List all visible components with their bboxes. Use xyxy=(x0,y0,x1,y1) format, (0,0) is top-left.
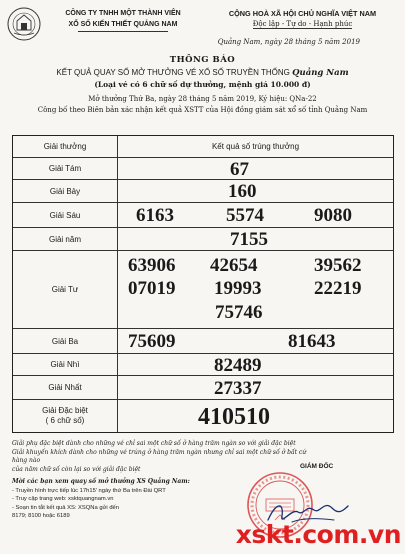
note-line: của năm chữ số còn lại so với giải đặc biệt xyxy=(12,465,141,473)
results-table xyxy=(12,135,394,433)
note-line: Giải phụ đặc biệt dành cho những vé chỉ sai một chữ số ở hàng trăm ngàn so với giải đặc biệt xyxy=(12,440,296,447)
company-logo xyxy=(6,6,42,42)
info-lead: Mời các bạn xem quay số mở thưởng XS Quảng Nam: xyxy=(12,478,190,485)
special-number: 410510 xyxy=(198,404,270,430)
info-item: - Soạn tin tắt kết quả XS: XSQNa gửi đến xyxy=(12,504,119,511)
company-line-2: XỔ SỐ KIẾN THIẾT QUẢNG NAM xyxy=(68,21,178,28)
prize-label: Giải Bảy xyxy=(13,180,118,202)
info-item: 8179; 8100 hoặc 6189 xyxy=(12,513,70,519)
prize-notes xyxy=(12,440,312,474)
divider xyxy=(78,31,168,32)
company-name xyxy=(48,8,198,32)
special-sublabel: ( 6 chữ số) xyxy=(45,416,85,425)
winning-number: 22219 xyxy=(314,278,362,299)
note-line: Giải khuyến khích dành cho những vé trúng ở hàng trăm ngàn nhưng chỉ sai một chữ số ở bất cứ hàng nào xyxy=(12,448,307,464)
winning-number: 07019 xyxy=(128,278,176,299)
prize-row-5 xyxy=(13,227,393,250)
prize-row-2 xyxy=(13,353,393,375)
winning-number: 19993 xyxy=(214,278,262,299)
prize-label: Giải Ba xyxy=(13,329,118,353)
prize-label: Giải năm xyxy=(13,228,118,250)
header-prize: Giải thưởng xyxy=(13,136,118,157)
winning-number: 82489 xyxy=(214,355,262,376)
winning-number: 7155 xyxy=(230,229,268,250)
prize-row-special xyxy=(13,399,393,432)
nation-line-1: CỘNG HOÀ XÃ HỘI CHỦ NGHĨA VIỆT NAM xyxy=(228,9,377,18)
header-result: Kết quả số trúng thưởng xyxy=(211,142,300,151)
prize-row-4 xyxy=(13,250,393,328)
prize-row-3 xyxy=(13,328,393,353)
director-title: GIÁM ĐỐC xyxy=(300,463,334,470)
prize-row-8 xyxy=(13,157,393,179)
winning-number: 81643 xyxy=(288,331,336,352)
info-item: - Truyền hình trực tiếp lúc 17h15' ngày thứ Ba trên Đài QRT xyxy=(12,487,166,494)
winning-number: 63906 xyxy=(128,255,176,276)
special-label: Giải Đặc biệt xyxy=(42,406,88,415)
prize-row-6 xyxy=(13,202,393,227)
notice-heading xyxy=(0,54,405,116)
prize-label: Giải Sáu xyxy=(13,203,118,227)
notice-title: THÔNG BÁO xyxy=(169,55,236,65)
issue-date: Quảng Nam, ngày 28 tháng 5 năm 2019 xyxy=(217,38,360,46)
prize-row-1 xyxy=(13,375,393,399)
prize-label: Giải Nhì xyxy=(13,354,118,375)
prize-label: Giải Tư xyxy=(13,251,118,328)
nation-motto: Độc lập - Tự do - Hạnh phúc xyxy=(252,20,353,28)
prize-label: Giải Tám xyxy=(13,158,118,179)
company-line-1: CÔNG TY TNHH MỘT THÀNH VIÊN xyxy=(65,10,181,17)
notice-subtitle: KẾT QUẢ QUAY SỐ MỞ THƯỞNG VÉ XỔ SỐ TRUYỀN THỐNG xyxy=(56,68,290,77)
ticket-type: (Loại vé có 6 chữ số dự thưởng, mệnh giá 10.000 đ) xyxy=(94,80,311,89)
winning-number: 6163 xyxy=(136,205,174,226)
prize-row-7 xyxy=(13,179,393,202)
winning-number: 75746 xyxy=(215,302,263,323)
info-item: - Truy cập trang web: xsktquangnam.vn xyxy=(12,496,114,502)
winning-number: 160 xyxy=(228,181,257,202)
winning-number: 75609 xyxy=(128,331,176,352)
draw-info: Mở thưởng Thứ Ba, ngày 28 tháng 5 năm 2019, Ký hiệu: QNa-22 xyxy=(88,95,317,103)
winning-number: 5574 xyxy=(226,205,264,226)
notice-province: Quảng Nam xyxy=(292,68,349,78)
winning-number: 67 xyxy=(230,159,249,180)
winning-number: 42654 xyxy=(210,255,258,276)
viewing-info xyxy=(12,478,242,521)
national-heading xyxy=(205,8,400,30)
table-header-row xyxy=(13,136,393,157)
prize-label xyxy=(13,400,118,432)
prize-label: Giải Nhất xyxy=(13,376,118,399)
winning-number: 9080 xyxy=(314,205,352,226)
winning-number: 39562 xyxy=(314,255,362,276)
winning-number: 27337 xyxy=(214,378,262,399)
site-watermark: xskt.com.vn xyxy=(235,520,401,549)
confirm-info: Công bố theo Biên bản xác nhận kết quả XSTT của Hội đồng giám sát xổ số tỉnh Quảng Nam xyxy=(37,106,368,114)
